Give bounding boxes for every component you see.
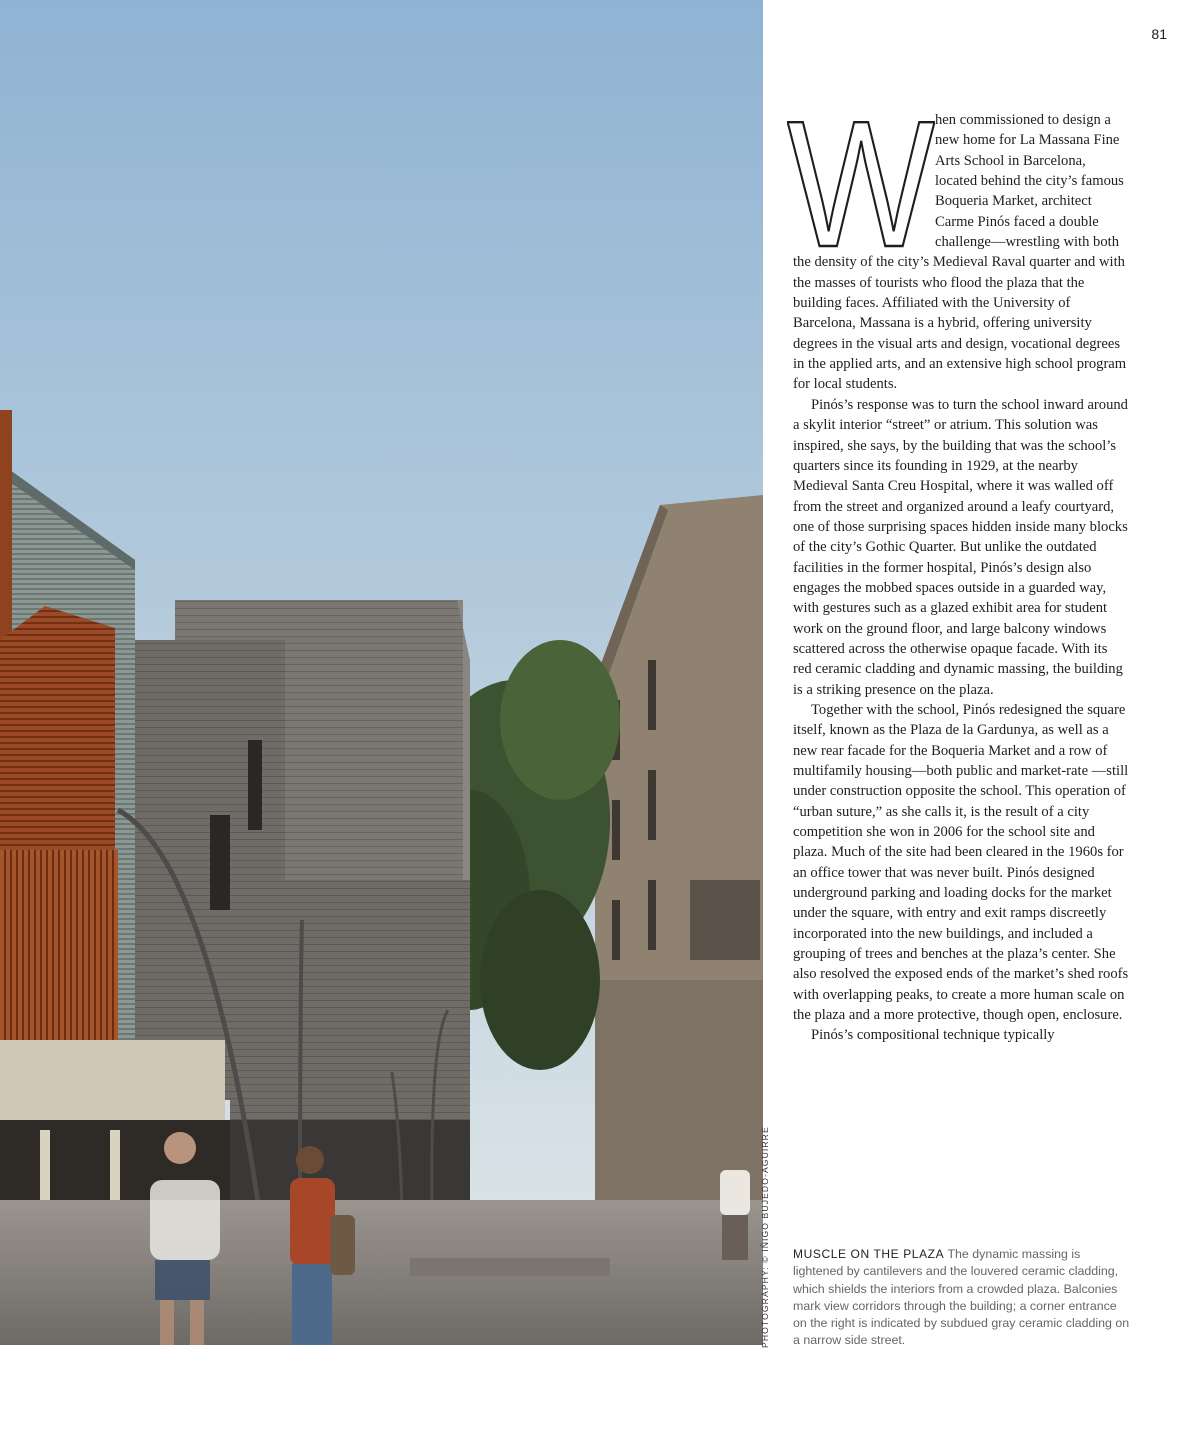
caption-text: The dynamic massing is lightened by cantilevers and the louvered ceramic cladding, which shields the interiors from a crowded plaza. Balconies mark view corridors through the building; a corner entrance on the right is indicated by subdued gray ceramic cladding on a narrow side street. bbox=[793, 1247, 1130, 1348]
article-paragraph: Pinós’s response was to turn the school inward around a skylit interior “street” or atrium. This solution was inspired, she says, by the building that was the school’s quarters since its founding in 1929, at the nearby Medieval Santa Creu Hospital, where it was walled off from the street and organized around a leafy courtyard, one of those surprising spaces hidden inside many blocks of the city’s Gothic Quarter. But unlike the outdated facilities in the former hospital, Pinós’s design also engages the mobbed spaces outside in a guarded way, with gestures such as a glazed exhibit area for student work on the ground floor, and large balcony windows scattered across the otherwise opaque facade. With its red ceramic cladding and dynamic massing, the building is a striking presence on the plaza. bbox=[793, 396, 1128, 698]
article-paragraph: hen commissioned to design a new home for La Massana Fine Arts School in Barcelona, located behind the city’s famous Boqueria Market, architect Carme Pinós faced a double challenge—wrestling with both the density of the city’s Medieval Raval quarter and with the masses of tourists who flood the plaza that the building faces. Affiliated with the University of Barcelona, Massana is a hybrid, offering university degrees in the visual arts and design, vocational degrees in the applied arts, and an extensive high school program for local students. bbox=[793, 112, 1127, 393]
page-number: 81 bbox=[1151, 26, 1167, 42]
svg-text:W: W bbox=[787, 110, 935, 252]
article-body bbox=[787, 110, 1129, 1046]
photo-credit: PHOTOGRAPHY: © IÑIGO BUJEDO-AGUIRRE bbox=[760, 1126, 770, 1348]
photo-caption bbox=[793, 1246, 1133, 1350]
caption-title: MUSCLE ON THE PLAZA bbox=[793, 1247, 945, 1261]
article-paragraph: Pinós’s compositional technique typically bbox=[811, 1027, 1055, 1044]
drop-cap bbox=[787, 110, 935, 252]
article-paragraph: Together with the school, Pinós redesigned the square itself, known as the Plaza de la Gardunya, as well as a new rear facade for the Boqueria Market and a row of multifamily housing—both public and market-rate —still under construction opposite the school. This operation of “urban suture,” as she calls it, is the result of a city competition she won in 2006 for the school site and plaza. Much of the site had been cleared in the 1960s for an office tower that was never built. Pinós designed underground parking and loading docks for the market under the square, with entry and exit ramps discreetly incorporated into the new buildings, and included a grouping of trees and benches at the plaza’s center. She also resolved the exposed ends of the market’s shed roofs with overlapping peaks, to create a more human scale on the plaza and a more protective, though open, enclosure. bbox=[793, 701, 1129, 1024]
plaza-ground bbox=[0, 1200, 763, 1345]
drop-cap-glyph bbox=[787, 110, 935, 252]
